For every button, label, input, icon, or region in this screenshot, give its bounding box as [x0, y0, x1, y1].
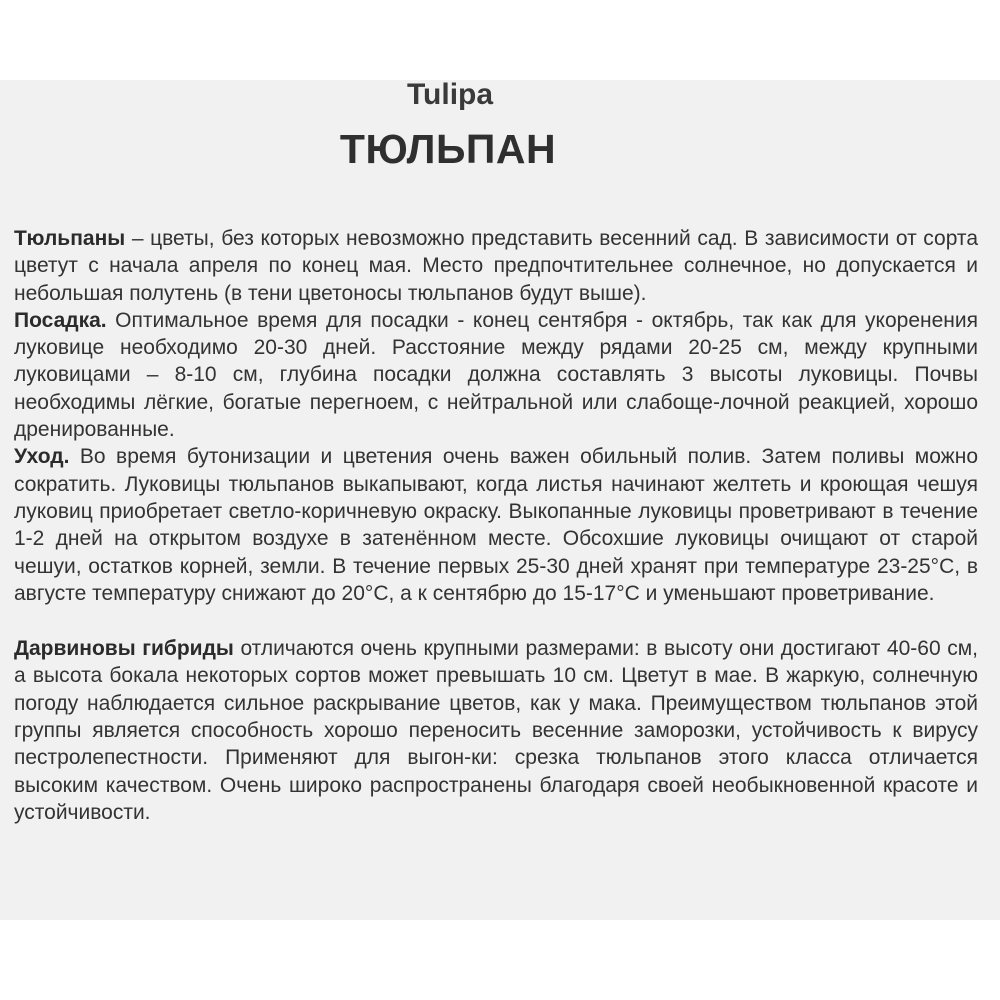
paragraph-intro [14, 225, 978, 307]
latin-title: Tulipa [406, 78, 494, 111]
paragraph-care [14, 443, 978, 607]
paragraph-text: Оптимальное время для посадки - конец сентября - октябрь, так как для укоренения луковице необходимо 20-30 дней. Расстояние между рядами 20-25 см, между крупными луковицами – 8-10 см, глубина посадки должна составлять 3 высоты луковицы. Почвы необходимы лёгкие, богатые перегноем, с нейтральной или слабоще-лочной реакцией, хорошо дренированные. [14, 308, 978, 442]
paragraph-text: – цветы, без которых невозможно представить весенний сад. В зависимости от сорта цветут с начала апреля по конец мая. Место предпочтительнее солнечное, но допускается и небольшая полутень (в тени цветоносы тюльпанов будут выше). [14, 227, 978, 305]
paragraph-planting [14, 307, 978, 443]
paragraph-darwin-hybrids [14, 635, 978, 826]
paragraph-heading: Дарвиновы гибриды [14, 637, 234, 661]
seed-packet-label [0, 80, 1000, 920]
paragraph-heading: Посадка. [14, 308, 107, 332]
paragraph-text: отличаются очень крупными размерами: в высоту они достигают 40-60 см, а высота бокала некоторых сортов может превышать 10 см. Цветут в мае. В жаркую, солнечную погоду наблюдается сильное раскрывание цветов, как у мака. Преимуществом тюльпанов этой группы является способность хорошо переносить весенние заморозки, устойчивость к вирусу пестролепестности. Применяют для выгон-ки: срезка тюльпанов этого класса отличается высоким качеством. Очень широко распространены благодаря своей необыкновенной красоте и устойчивости. [14, 637, 978, 824]
paragraph-text: Во время бутонизации и цветения очень важен обильный полив. Затем поливы можно сократить. Луковицы тюльпанов выкапывают, когда листья начинают желтеть и кроющая чешуя луковиц приобретает светло-коричневую окраску. Выкопанные луковицы проветривают в течение 1-2 дней на открытом воздухе в затенённом месте. Обсохшие луковицы очищают от старой чешуи, остатков корней, земли. В течение первых 25-30 дней хранят при температуре 23-25°С, в августе температуру снижают до 20°С, а к сентябрю до 15-17°С и уменьшают проветривание. [14, 445, 978, 605]
russian-title: ТЮЛЬПАН [339, 126, 557, 172]
paragraph-heading: Тюльпаны [14, 227, 126, 250]
paragraph-heading: Уход. [14, 445, 70, 469]
description-text [14, 225, 978, 826]
